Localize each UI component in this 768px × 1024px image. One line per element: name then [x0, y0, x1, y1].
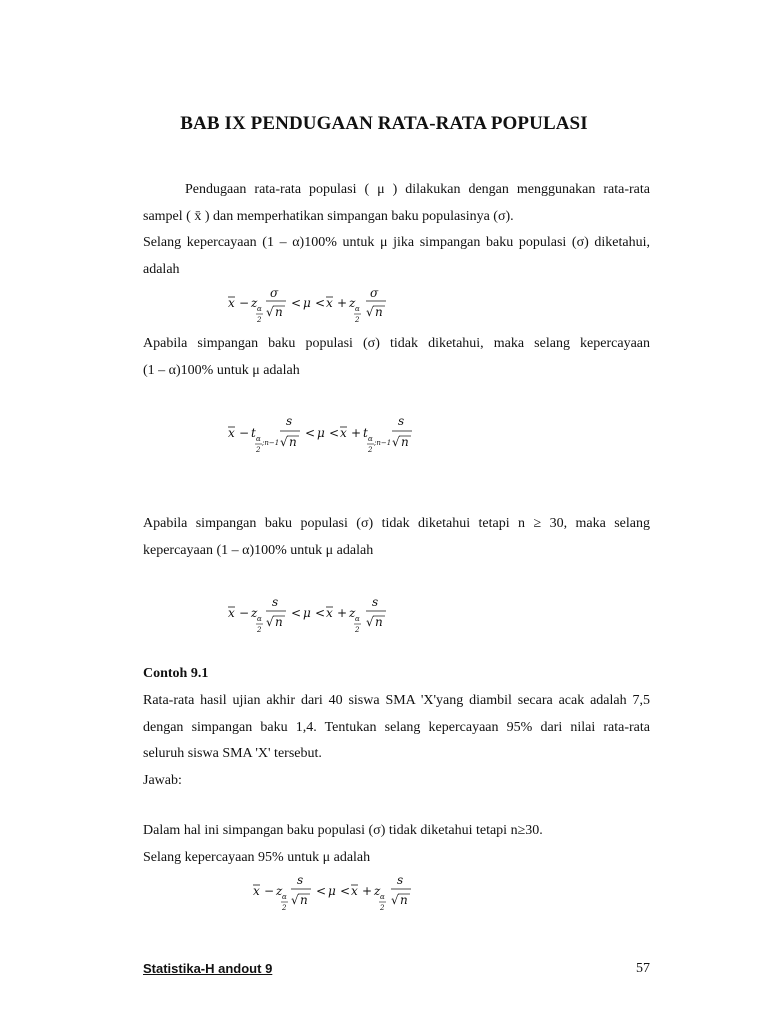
svg-text:+: + [337, 606, 348, 620]
svg-text:α: α [282, 893, 287, 901]
svg-text:x: x [340, 426, 347, 440]
svg-text:√: √ [266, 305, 274, 319]
svg-text:2: 2 [355, 626, 360, 634]
large-n-line-1: Apabila simpangan baku populasi (σ) tidak diketahui tetapi n ≥ 30, maka selang [143, 516, 650, 531]
svg-text:−: − [239, 296, 250, 310]
svg-text:σ: σ [370, 286, 379, 300]
svg-text:n: n [275, 305, 283, 319]
svg-text:2: 2 [282, 904, 287, 912]
svg-text:√: √ [366, 615, 374, 629]
unknown-sigma-line-2: (1 – α)100% untuk μ adalah [143, 362, 300, 378]
svg-text:z: z [349, 606, 356, 620]
example-line-3: seluruh siswa SMA 'X' tersebut. [143, 746, 322, 761]
svg-text:<: < [315, 296, 326, 310]
example-line-4: Jawab: [143, 772, 182, 788]
svg-text:α: α [256, 435, 261, 443]
svg-text:z: z [374, 884, 381, 898]
formula-example [251, 872, 431, 916]
svg-text:2: 2 [257, 626, 262, 634]
svg-text:√: √ [280, 435, 288, 449]
svg-text:α: α [380, 893, 385, 901]
svg-text:μ: μ [303, 296, 311, 310]
intro-line-4: adalah [143, 261, 180, 277]
svg-text:n: n [375, 615, 383, 629]
svg-text:<: < [305, 426, 316, 440]
svg-text:√: √ [291, 893, 299, 907]
large-n-paragraph [143, 511, 650, 564]
svg-text:√: √ [392, 435, 400, 449]
svg-text:x: x [326, 606, 333, 620]
svg-text:s: s [272, 595, 279, 609]
example-answer [143, 818, 650, 871]
svg-text:α: α [257, 305, 262, 313]
svg-text:+: + [337, 296, 348, 310]
svg-text:n: n [401, 435, 409, 449]
svg-text:x: x [228, 606, 235, 620]
svg-text:α: α [355, 305, 360, 313]
svg-text:x: x [326, 296, 333, 310]
svg-text:<: < [315, 606, 326, 620]
svg-text:x: x [351, 884, 358, 898]
svg-text:μ: μ [317, 426, 325, 440]
svg-text:<: < [340, 884, 351, 898]
formula-large-n [226, 594, 406, 638]
svg-text:x: x [228, 426, 235, 440]
svg-text:x: x [253, 884, 260, 898]
footer-title: Statistika-H andout 9 [143, 961, 273, 976]
svg-text:;n−1: ;n−1 [262, 439, 280, 447]
svg-text:n: n [289, 435, 297, 449]
svg-text:2: 2 [257, 316, 262, 324]
svg-text:√: √ [366, 305, 374, 319]
example-line-5: Dalam hal ini simpangan baku populasi (σ) tidak diketahui tetapi n≥30. [143, 823, 543, 838]
svg-text:<: < [291, 296, 302, 310]
svg-text:2: 2 [368, 446, 373, 454]
large-n-line-2: kepercayaan (1 – α)100% untuk μ adalah [143, 542, 374, 558]
svg-text:z: z [251, 606, 258, 620]
svg-text:√: √ [391, 893, 399, 907]
svg-text:n: n [300, 893, 308, 907]
svg-text:x: x [228, 296, 235, 310]
intro-line-3: Selang kepercayaan (1 – α)100% untuk μ jika simpangan baku populasi (σ) diketahui, [143, 235, 650, 250]
svg-text:σ: σ [270, 286, 279, 300]
unknown-sigma-paragraph [143, 331, 650, 384]
svg-text:s: s [372, 595, 379, 609]
svg-text:α: α [355, 615, 360, 623]
svg-text:z: z [349, 296, 356, 310]
svg-text:s: s [397, 873, 404, 887]
intro-line-2: sampel ( x̄ ) dan memperhatikan simpangan baku populasinya (σ). [143, 208, 514, 224]
unknown-sigma-line-1: Apabila simpangan baku populasi (σ) tidak diketahui, maka selang kepercayaan [143, 336, 650, 351]
svg-text:2: 2 [380, 904, 385, 912]
svg-text:2: 2 [256, 446, 261, 454]
example-line-1: Rata-rata hasil ujian akhir dari 40 siswa SMA 'X'yang diambil secara acak adalah 7,5 [143, 693, 650, 708]
svg-text:μ: μ [303, 606, 311, 620]
example-line-6: Selang kepercayaan 95% untuk μ adalah [143, 849, 371, 865]
svg-text:<: < [291, 606, 302, 620]
formula-t-distribution [226, 412, 426, 458]
svg-text:α: α [257, 615, 262, 623]
svg-text:t: t [363, 426, 368, 440]
svg-text:<: < [316, 884, 327, 898]
svg-text:√: √ [266, 615, 274, 629]
svg-text:n: n [275, 615, 283, 629]
svg-text:s: s [297, 873, 304, 887]
svg-text:;n−1: ;n−1 [374, 439, 392, 447]
chapter-title: BAB IX PENDUGAAN RATA-RATA POPULASI [180, 113, 588, 134]
example-line-2: dengan simpangan baku 1,4. Tentukan selang kepercayaan 95% dari nilai rata-rata [143, 719, 650, 735]
svg-text:s: s [286, 414, 293, 428]
svg-text:−: − [264, 884, 275, 898]
svg-text:+: + [351, 426, 362, 440]
svg-text:−: − [239, 426, 250, 440]
svg-text:t: t [251, 426, 256, 440]
svg-text:z: z [251, 296, 258, 310]
intro-paragraph [143, 177, 650, 283]
formula-known-sigma [226, 284, 406, 328]
svg-text:<: < [329, 426, 340, 440]
svg-text:2: 2 [355, 316, 360, 324]
svg-text:s: s [398, 414, 405, 428]
svg-text:n: n [400, 893, 408, 907]
svg-text:n: n [375, 305, 383, 319]
svg-text:+: + [362, 884, 373, 898]
intro-line-1: Pendugaan rata-rata populasi ( μ ) dilakukan dengan menggunakan rata-rata [185, 182, 650, 197]
svg-text:α: α [368, 435, 373, 443]
svg-text:μ: μ [328, 884, 336, 898]
svg-text:z: z [276, 884, 283, 898]
svg-text:−: − [239, 606, 250, 620]
page-number: 57 [636, 961, 650, 976]
example-heading: Contoh 9.1 [143, 666, 209, 681]
example-problem [143, 688, 650, 794]
